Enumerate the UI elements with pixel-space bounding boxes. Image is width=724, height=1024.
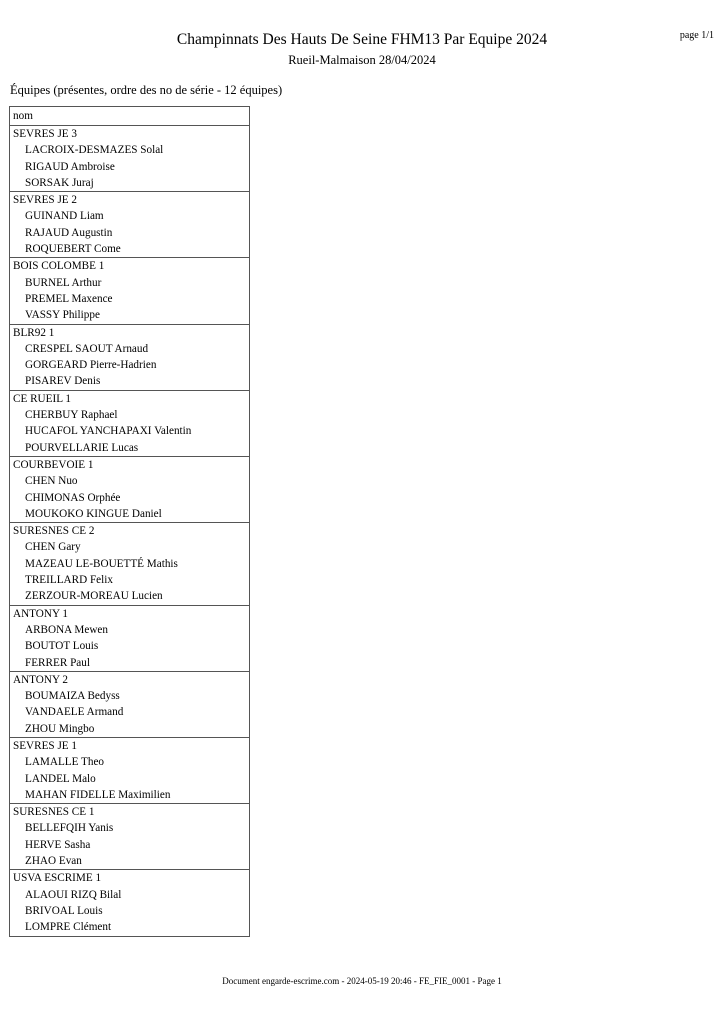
team-block — [10, 672, 249, 738]
team-name: SEVRES JE 1 — [13, 739, 78, 752]
team-member: PREMEL Maxence — [25, 292, 113, 305]
team-member: MAHAN FIDELLE Maximilien — [25, 788, 171, 801]
team-member: ROQUEBERT Come — [25, 243, 121, 256]
team-name: BLR92 1 — [13, 326, 55, 339]
team-member: FERRER Paul — [25, 656, 90, 669]
team-name: COURBEVOIE 1 — [13, 458, 94, 471]
team-member: BURNEL Arthur — [25, 276, 102, 289]
team-member: BOUTOT Louis — [25, 640, 99, 653]
team-member: CHERBUY Raphael — [25, 409, 118, 422]
team-member: POURVELLARIE Lucas — [25, 441, 139, 454]
team-name: BOIS COLOMBE 1 — [13, 260, 105, 273]
team-member: HUCAFOL YANCHAPAXI Valentin — [25, 425, 192, 438]
team-block — [10, 192, 249, 258]
team-member: LANDEL Malo — [25, 772, 96, 785]
team-block — [10, 126, 249, 192]
team-member: ARBONA Mewen — [25, 623, 108, 636]
team-member: RIGAUD Ambroise — [25, 160, 115, 173]
team-member: CHIMONAS Orphée — [25, 491, 121, 504]
team-member: ZHOU Mingbo — [25, 722, 95, 735]
document-title: Champinnats Des Hauts De Seine FHM13 Par Equipe 2024 — [176, 31, 548, 48]
team-member: ZHAO Evan — [25, 855, 82, 868]
team-block — [10, 391, 249, 457]
team-block — [10, 804, 249, 870]
team-block — [10, 523, 249, 605]
team-name: SEVRES JE 3 — [13, 128, 78, 140]
team-member: CRESPEL SAOUT Arnaud — [25, 342, 149, 355]
page-number-label: page 1/1 — [679, 30, 714, 41]
team-member: PISAREV Denis — [25, 375, 101, 388]
team-name: ANTONY 1 — [13, 607, 69, 620]
team-name: ANTONY 2 — [13, 673, 69, 686]
team-member: BOUMAIZA Bedyss — [25, 690, 120, 703]
team-member: VANDAELE Armand — [25, 706, 124, 719]
team-block — [10, 738, 249, 804]
team-name: USVA ESCRIME 1 — [13, 872, 102, 885]
teams-table — [9, 106, 250, 937]
team-block — [10, 606, 249, 672]
team-member: GUINAND Liam — [25, 210, 104, 223]
team-member: CHEN Nuo — [25, 475, 78, 488]
teams-table-body — [10, 126, 249, 936]
team-member: BELLEFQIH Yanis — [25, 822, 114, 835]
document-footer: Document engarde-escrime.com - 2024-05-19 20:46 - FE_FIE_0001 - Page 1 — [222, 976, 502, 986]
team-member: HERVE Sasha — [25, 838, 91, 851]
team-name: CE RUEIL 1 — [13, 392, 72, 405]
team-member: CHEN Gary — [25, 541, 81, 554]
section-heading: Équipes (présentes, ordre des no de série - 12 équipes) — [10, 83, 283, 97]
team-block — [10, 325, 249, 391]
document-subtitle: Rueil-Malmaison 28/04/2024 — [288, 53, 436, 67]
team-block — [10, 457, 249, 523]
team-member: TREILLARD Felix — [25, 574, 113, 587]
team-name: SEVRES JE 2 — [13, 194, 78, 207]
team-block — [10, 870, 249, 935]
team-member: ZERZOUR-MOREAU Lucien — [25, 590, 163, 603]
team-member: LOMPRE Clément — [25, 921, 112, 934]
team-member: LACROIX-DESMAZES Solal — [25, 144, 164, 157]
team-name: SURESNES CE 2 — [13, 525, 95, 538]
team-block — [10, 258, 249, 324]
team-member: LAMALLE Theo — [25, 756, 105, 769]
team-member: RAJAUD Augustin — [25, 226, 113, 239]
team-name: SURESNES CE 1 — [13, 806, 95, 819]
team-member: BRIVOAL Louis — [25, 904, 103, 917]
table-header-name: nom — [10, 107, 249, 126]
team-member: MOUKOKO KINGUE Daniel — [25, 507, 162, 520]
team-member: MAZEAU LE-BOUETTÉ Mathis — [25, 557, 178, 570]
team-member: VASSY Philippe — [25, 309, 100, 322]
team-member: GORGEARD Pierre-Hadrien — [25, 359, 157, 372]
team-member: SORSAK Juraj — [25, 176, 94, 189]
team-member: ALAOUI RIZQ Bilal — [25, 888, 122, 901]
